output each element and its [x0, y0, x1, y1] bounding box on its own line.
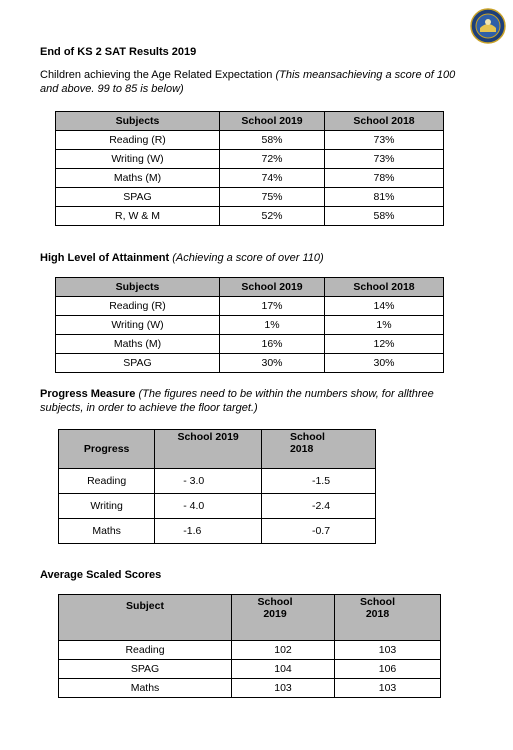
table-header-row [56, 278, 444, 297]
table-cell: 30% [325, 354, 444, 373]
table-cell: SPAG [56, 188, 220, 207]
table-cell: 16% [219, 335, 324, 354]
table-header-row [59, 430, 376, 469]
table-cell: 73% [325, 131, 444, 150]
table-cell: SPAG [56, 354, 220, 373]
table-cell: 103 [335, 679, 441, 698]
table-row [56, 188, 444, 207]
section2-note: (Achieving a score of over 110) [172, 252, 324, 264]
table-cell: SPAG [59, 660, 232, 679]
table-header-row [56, 112, 444, 131]
table-cell: 12% [325, 335, 444, 354]
table-cell: 75% [219, 188, 324, 207]
table-row [59, 494, 376, 519]
table-cell: 78% [325, 169, 444, 188]
table-cell: 72% [219, 150, 324, 169]
table-header-row [59, 595, 441, 641]
column-header: School 2018 [325, 112, 444, 131]
table-cell: 102 [232, 641, 335, 660]
table-row [59, 660, 441, 679]
column-header: School 2018 [261, 430, 375, 469]
table-row [56, 169, 444, 188]
section1-lead: Children achieving the Age Related Expectation [40, 69, 273, 81]
section2-lead: High Level of Attainment [40, 252, 170, 264]
table-cell: -0.7 [261, 519, 375, 544]
column-header: School 2018 [335, 595, 441, 641]
table-cell: Writing (W) [56, 316, 220, 335]
table-cell: 14% [325, 297, 444, 316]
table-cell: 30% [219, 354, 324, 373]
table-cell: Reading [59, 469, 155, 494]
section3-note: (The figures need to be within the numbers show, for allthree subjects, in order to achieve the floor target.) [40, 388, 434, 414]
table-cell: 106 [335, 660, 441, 679]
table-cell: -2.4 [261, 494, 375, 519]
table-row [56, 297, 444, 316]
table-cell: Maths (M) [56, 169, 220, 188]
column-header: Subject [59, 595, 232, 641]
table-row [56, 316, 444, 335]
table-cell: 104 [232, 660, 335, 679]
column-header: Subjects [56, 112, 220, 131]
high-attainment-table [55, 277, 444, 373]
column-header: School 2019 [155, 430, 262, 469]
table-cell: 1% [219, 316, 324, 335]
section1-intro [40, 68, 460, 96]
column-header: School 2019 [232, 595, 335, 641]
table-row [56, 354, 444, 373]
table-cell: 58% [325, 207, 444, 226]
table-cell: Maths [59, 519, 155, 544]
table-cell: -1.5 [261, 469, 375, 494]
table-cell: 74% [219, 169, 324, 188]
table-cell: Reading (R) [56, 297, 220, 316]
table-cell: Maths (M) [56, 335, 220, 354]
table-cell: 103 [232, 679, 335, 698]
table-cell: R, W & M [56, 207, 220, 226]
age-expectation-table [55, 111, 444, 226]
table-cell: 81% [325, 188, 444, 207]
progress-measure-table [58, 429, 376, 544]
section2-intro [40, 251, 480, 265]
table-cell: - 4.0 [155, 494, 262, 519]
page-title: End of KS 2 SAT Results 2019 [40, 46, 197, 58]
table-row [56, 335, 444, 354]
table-cell: Writing [59, 494, 155, 519]
section4-heading: Average Scaled Scores [40, 569, 162, 581]
table-cell: 52% [219, 207, 324, 226]
table-row [59, 679, 441, 698]
table-row [56, 207, 444, 226]
table-cell: 73% [325, 150, 444, 169]
table-cell: Reading [59, 641, 232, 660]
table-cell: 17% [219, 297, 324, 316]
table-cell: -1.6 [155, 519, 262, 544]
table-cell: Reading (R) [56, 131, 220, 150]
table-row [56, 150, 444, 169]
table-row [59, 519, 376, 544]
column-header: School 2019 [219, 112, 324, 131]
table-cell: - 3.0 [155, 469, 262, 494]
table-cell: Writing (W) [56, 150, 220, 169]
table-row [59, 641, 441, 660]
column-header: School 2018 [325, 278, 444, 297]
school-crest-icon [470, 8, 506, 44]
table-cell: 58% [219, 131, 324, 150]
section3-intro [40, 387, 460, 415]
section3-lead: Progress Measure [40, 388, 136, 400]
table-row [56, 131, 444, 150]
column-header: Progress [59, 430, 155, 469]
table-row [59, 469, 376, 494]
column-header: School 2019 [219, 278, 324, 297]
average-scaled-scores-table [58, 594, 441, 698]
column-header: Subjects [56, 278, 220, 297]
section1-note: (This meansachieving a score of 100 and above. 99 to 85 is below) [40, 69, 456, 95]
table-cell: Maths [59, 679, 232, 698]
table-cell: 103 [335, 641, 441, 660]
table-cell: 1% [325, 316, 444, 335]
